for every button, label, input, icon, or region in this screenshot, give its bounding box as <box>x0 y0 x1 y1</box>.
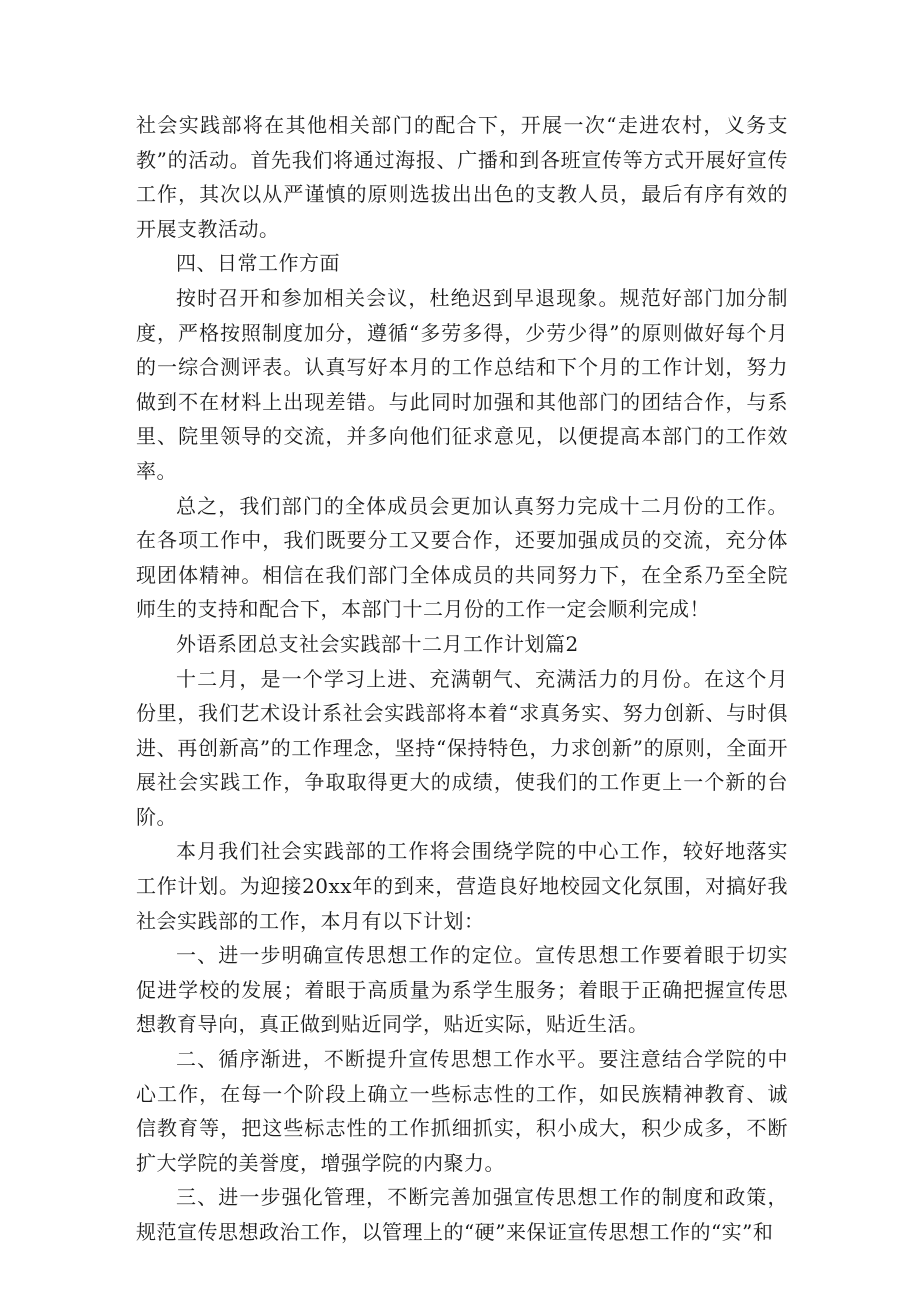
paragraph-2: 按时召开和参加相关会议，杜绝迟到早退现象。规范好部门加分制度，严格按照制度加分，遵循“多劳多得，少劳少得”的原则做好每个月的一综合测评表。认真写好本月的工作总结和下个月的工作计划，努力做到不在材料上出现差错。与此同时加强和其他部门的团结合作，与系里、院里领导的交流，并多向他们征求意见，以便提高本部门的工作效率。 <box>136 285 788 483</box>
paragraph-6: 一、进一步明确宣传思想工作的定位。宣传思想工作要着眼于切实促进学校的发展；着眼于高质量为系学生服务；着眼于正确把握宣传思想教育导向，真正做到贴近同学，贴近实际，贴近生活。 <box>136 943 788 1037</box>
paragraph-1: 社会实践部将在其他相关部门的配合下，开展一次“走进农村，义务支教”的活动。首先我们将通过海报、广播和到各班宣传等方式开展好宣传工作，其次以从严谨慎的原则选拔出出色的支教人员，最后有序有效的开展支教活动。 <box>136 113 788 241</box>
paragraph-5: 本月我们社会实践部的工作将会围绕学院的中心工作，较好地落实工作计划。为迎接20xx年的到来，营造良好地校园文化氛围，对搞好我社会实践部的工作，本月有以下计划： <box>136 839 788 933</box>
section-heading-daily-work: 四、日常工作方面 <box>176 251 340 276</box>
paragraph-3: 总之，我们部门的全体成员会更加认真努力完成十二月份的工作。在各项工作中，我们既要分工又要合作，还要加强成员的交流，充分体现团体精神。相信在我们部门全体成员的共同努力下，在全系乃至全院师生的支持和配合下，本部门十二月份的工作一定会顺利完成！ <box>136 493 788 622</box>
paragraph-4: 十二月，是一个学习上进、充满朝气、充满活力的月份。在这个月份里，我们艺术设计系社会实践部将本着“求真务实、努力创新、与时俱进、再创新高”的工作理念，坚持“保持特色，力求创新”的原则，全面开展社会实践工作，争取取得更大的成绩，使我们的工作更上一个新的台阶。 <box>136 666 788 829</box>
document-page <box>136 108 788 1250</box>
paragraph-7: 二、循序渐进，不断提升宣传思想工作水平。要注意结合学院的中心工作，在每一个阶段上确立一些标志性的工作，如民族精神教育、诚信教育等，把这些标志性的工作抓细抓实，积小成大，积少成多，不断扩大学院的美誉度，增强学院的内聚力。 <box>136 1047 788 1175</box>
paragraph-8: 三、进一步强化管理，不断完善加强宣传思想工作的制度和政策，规范宣传思想政治工作，以管理上的“硬”来保证宣传思想工作的“实”和 <box>136 1185 788 1244</box>
article-title-part-2: 外语系团总支社会实践部十二月工作计划篇2 <box>176 631 579 656</box>
